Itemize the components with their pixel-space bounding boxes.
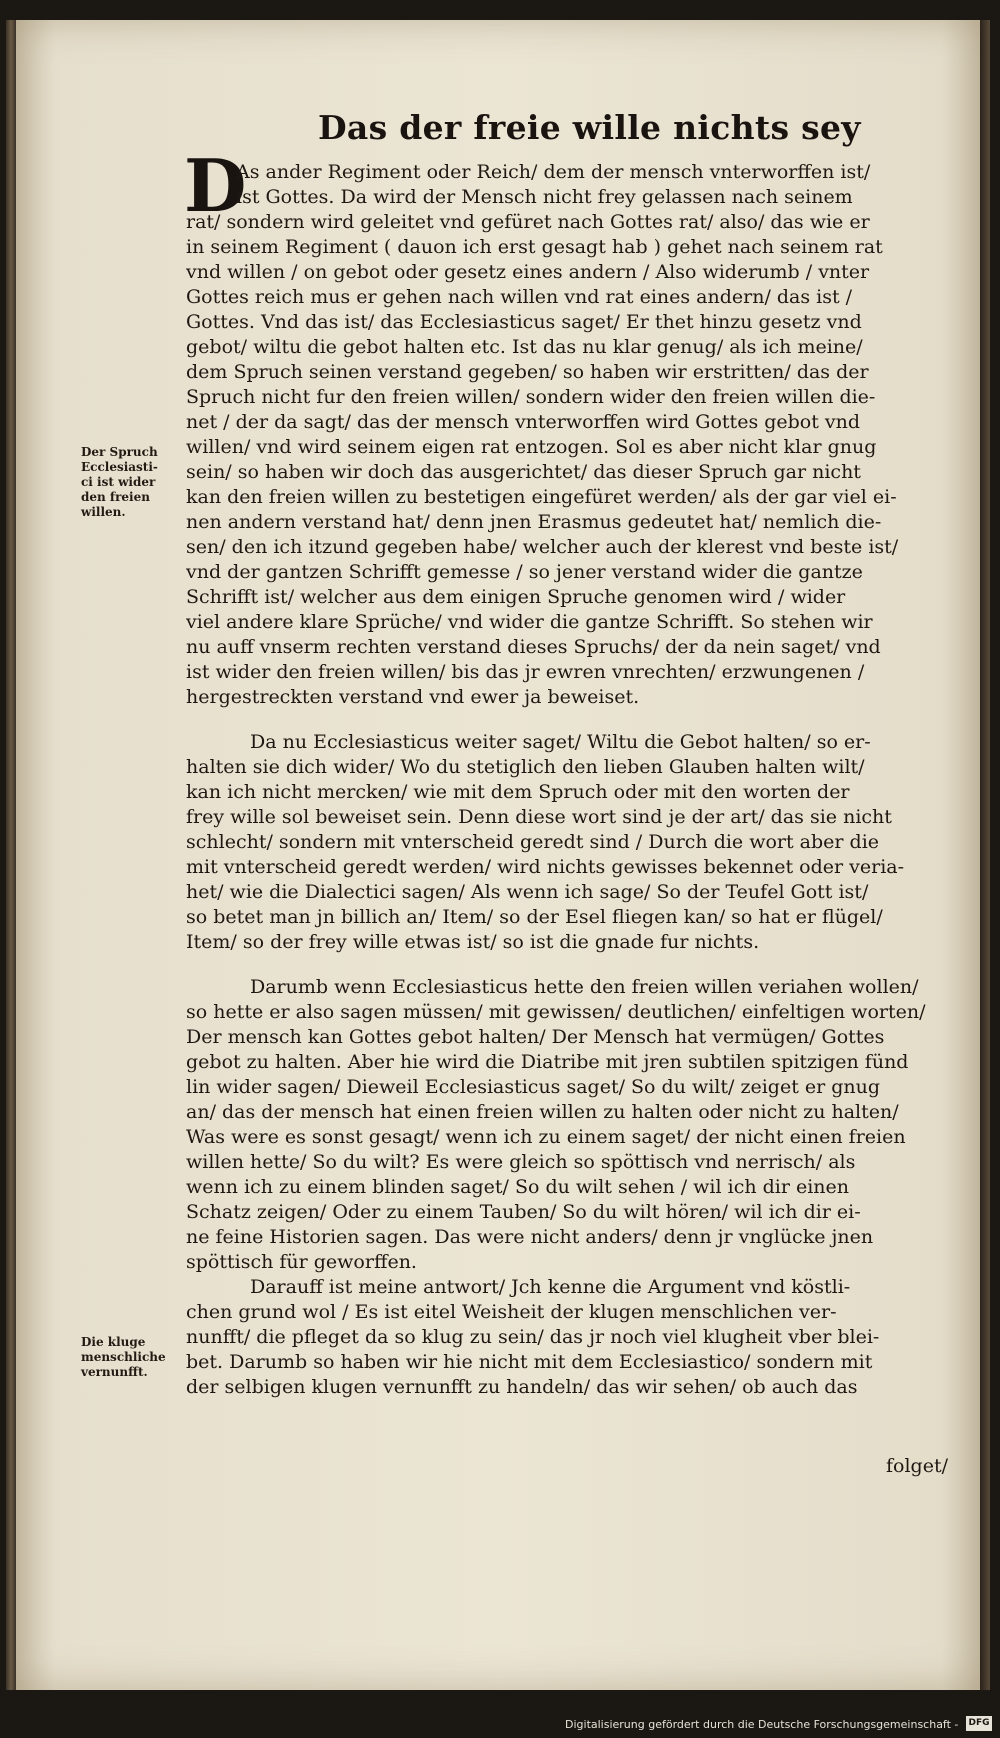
text-line: schlecht/ sondern mit vnterscheid geredt sind / Durch die wort aber die <box>186 831 880 853</box>
text-line: spöttisch für geworffen. <box>186 1251 417 1273</box>
text-line: dem Spruch seinen verstand gegeben/ so haben wir erstritten/ das der <box>186 361 869 383</box>
marginal-gloss-1 <box>81 445 158 520</box>
text-line: mit vnterscheid geredt werden/ wird nichts gewisses bekennet oder veria- <box>186 856 905 878</box>
text-line: Item/ so der frey wille etwas ist/ so ist die gnade fur nichts. <box>186 931 760 953</box>
text-line: so hette er also sagen müssen/ mit gewissen/ deutlichen/ einfeltigen worten/ <box>186 1001 926 1023</box>
text-line: Schatz zeigen/ Oder zu einem Tauben/ So du wilt hören/ wil ich dir ei- <box>186 1201 861 1223</box>
text-line: het/ wie die Dialectici sagen/ Als wenn ich sage/ So der Teufel Gott ist/ <box>186 881 869 903</box>
text-line: vnd der gantzen Schrifft gemesse / so jener verstand wider die gantze <box>186 561 863 583</box>
marginal-gloss-2 <box>81 1335 166 1380</box>
gloss-line: ci ist wider <box>81 475 156 489</box>
text-line: frey wille sol beweiset sein. Denn diese wort sind je der art/ das sie nicht <box>186 806 892 828</box>
paragraph-2 <box>186 730 956 955</box>
text-line: willen hette/ So du wilt? Es were gleich so spöttisch vnd nerrisch/ als <box>186 1151 856 1173</box>
text-line: gebot zu halten. Aber hie wird die Diatribe mit jren subtilen spitzigen fünd <box>186 1051 909 1073</box>
text-line: an/ das der mensch hat einen freien willen zu halten oder nicht zu halten/ <box>186 1101 899 1123</box>
text-line: nunfft/ die pfleget da so klug zu sein/ das jr noch viel klugheit vber blei- <box>186 1326 880 1348</box>
text-line: nen andern verstand hat/ denn jnen Erasmus gedeutet hat/ nemlich die- <box>186 511 882 533</box>
text-line: chen grund wol / Es ist eitel Weisheit der klugen menschlichen ver- <box>186 1301 837 1323</box>
text-line: der selbigen klugen vernunfft zu handeln/ das wir sehen/ ob auch das <box>186 1376 858 1398</box>
text-line: in seinem Regiment ( dauon ich erst gesagt hab ) gehet nach seinem rat <box>186 236 883 258</box>
gloss-line: den freien <box>81 490 150 504</box>
text-line: kan den freien willen zu bestetigen eingefüret werden/ als der gar viel ei- <box>186 486 897 508</box>
gloss-line: vernunfft. <box>81 1365 148 1379</box>
text-line: As ander Regiment oder Reich/ dem der mensch vnterworffen ist/ <box>236 161 871 183</box>
text-line: Was were es sonst gesagt/ wenn ich zu einem saget/ der nicht einen freien <box>186 1126 906 1148</box>
book-edge-right <box>980 20 990 1690</box>
text-line: Spruch nicht fur den freien willen/ sondern wider den freien willen die- <box>186 386 876 408</box>
text-line: ist Gottes. Da wird der Mensch nicht frey gelassen nach seinem <box>236 186 853 208</box>
text-line: so betet man jn billich an/ Item/ so der Esel fliegen kan/ so hat er flügel/ <box>186 906 883 928</box>
text-line: Der mensch kan Gottes gebot halten/ Der Mensch hat vermügen/ Gottes <box>186 1026 885 1048</box>
text-line: net / der da sagt/ das der mensch vnterworffen wird Gottes gebot vnd <box>186 411 861 433</box>
text-line: hergestreckten verstand vnd ewer ja beweiset. <box>186 686 640 708</box>
text-line: Schrifft ist/ welcher aus dem einigen Spruche genomen wird / wider <box>186 586 846 608</box>
text-line: vnd willen / on gebot oder gesetz eines andern / Also widerumb / vnter <box>186 261 870 283</box>
text-line: ne feine Historien sagen. Das were nicht anders/ denn jr vnglücke jnen <box>186 1226 874 1248</box>
text-line: Da nu Ecclesiasticus weiter saget/ Wiltu die Gebot halten/ so er- <box>250 731 871 753</box>
paragraph-1 <box>186 160 956 710</box>
catchword: folget/ <box>886 1455 948 1477</box>
text-line: kan ich nicht mercken/ wie mit dem Spruch oder mit den worten der <box>186 781 850 803</box>
book-edge-left <box>6 20 16 1690</box>
text-line: willen/ vnd wird seinem eigen rat entzogen. Sol es aber nicht klar gnug <box>186 436 877 458</box>
text-line: gebot/ wiltu die gebot halten etc. Ist das nu klar genug/ als ich meine/ <box>186 336 863 358</box>
text-line: Gottes. Vnd das ist/ das Ecclesiasticus saget/ Er thet hinzu gesetz vnd <box>186 311 862 333</box>
text-line: nu auff vnserm rechten verstand dieses Spruchs/ der da nein saget/ vnd <box>186 636 881 658</box>
paragraph-4 <box>186 1275 956 1400</box>
text-line: Darauff ist meine antwort/ Jch kenne die Argument vnd köstli- <box>250 1276 851 1298</box>
text-line: ist wider den freien willen/ bis das jr ewren vnrechten/ erzwungenen / <box>186 661 865 683</box>
paragraph-3 <box>186 975 956 1275</box>
text-line: bet. Darumb so haben wir hie nicht mit dem Ecclesiastico/ sondern mit <box>186 1351 873 1373</box>
gloss-line: Die kluge <box>81 1335 146 1349</box>
text-line: sen/ den ich itzund gegeben habe/ welcher auch der klerest vnd beste ist/ <box>186 536 899 558</box>
gloss-line: menschliche <box>81 1350 166 1364</box>
text-line: wenn ich zu einem blinden saget/ So du wilt sehen / wil ich dir einen <box>186 1176 850 1198</box>
running-header: Das der freie wille nichts sey <box>318 108 861 147</box>
digitization-credit: Digitalisierung gefördert durch die Deutsche Forschungsgemeinschaft - <box>565 1718 959 1731</box>
text-line: halten sie dich wider/ Wo du stetiglich den lieben Glauben halten wilt/ <box>186 756 865 778</box>
text-line: lin wider sagen/ Dieweil Ecclesiasticus saget/ So du wilt/ zeiget er gnug <box>186 1076 881 1098</box>
text-line: sein/ so haben wir doch das ausgerichtet/ das dieser Spruch gar nicht <box>186 461 861 483</box>
dfg-logo: DFG <box>966 1716 992 1731</box>
text-line: rat/ sondern wird geleitet vnd gefüret nach Gottes rat/ also/ das wie er <box>186 211 870 233</box>
text-line: viel andere klare Sprüche/ vnd wider die gantze Schrifft. So stehen wir <box>186 611 873 633</box>
text-body <box>186 160 956 1400</box>
gloss-line: Der Spruch <box>81 445 158 459</box>
text-line: Gottes reich mus er gehen nach willen vnd rat eines andern/ das ist / <box>186 286 853 308</box>
gloss-line: willen. <box>81 505 126 519</box>
drop-cap: D <box>184 143 247 228</box>
text-line: Darumb wenn Ecclesiasticus hette den freien willen veriahen wollen/ <box>250 976 919 998</box>
gloss-line: Ecclesiasti- <box>81 460 158 474</box>
